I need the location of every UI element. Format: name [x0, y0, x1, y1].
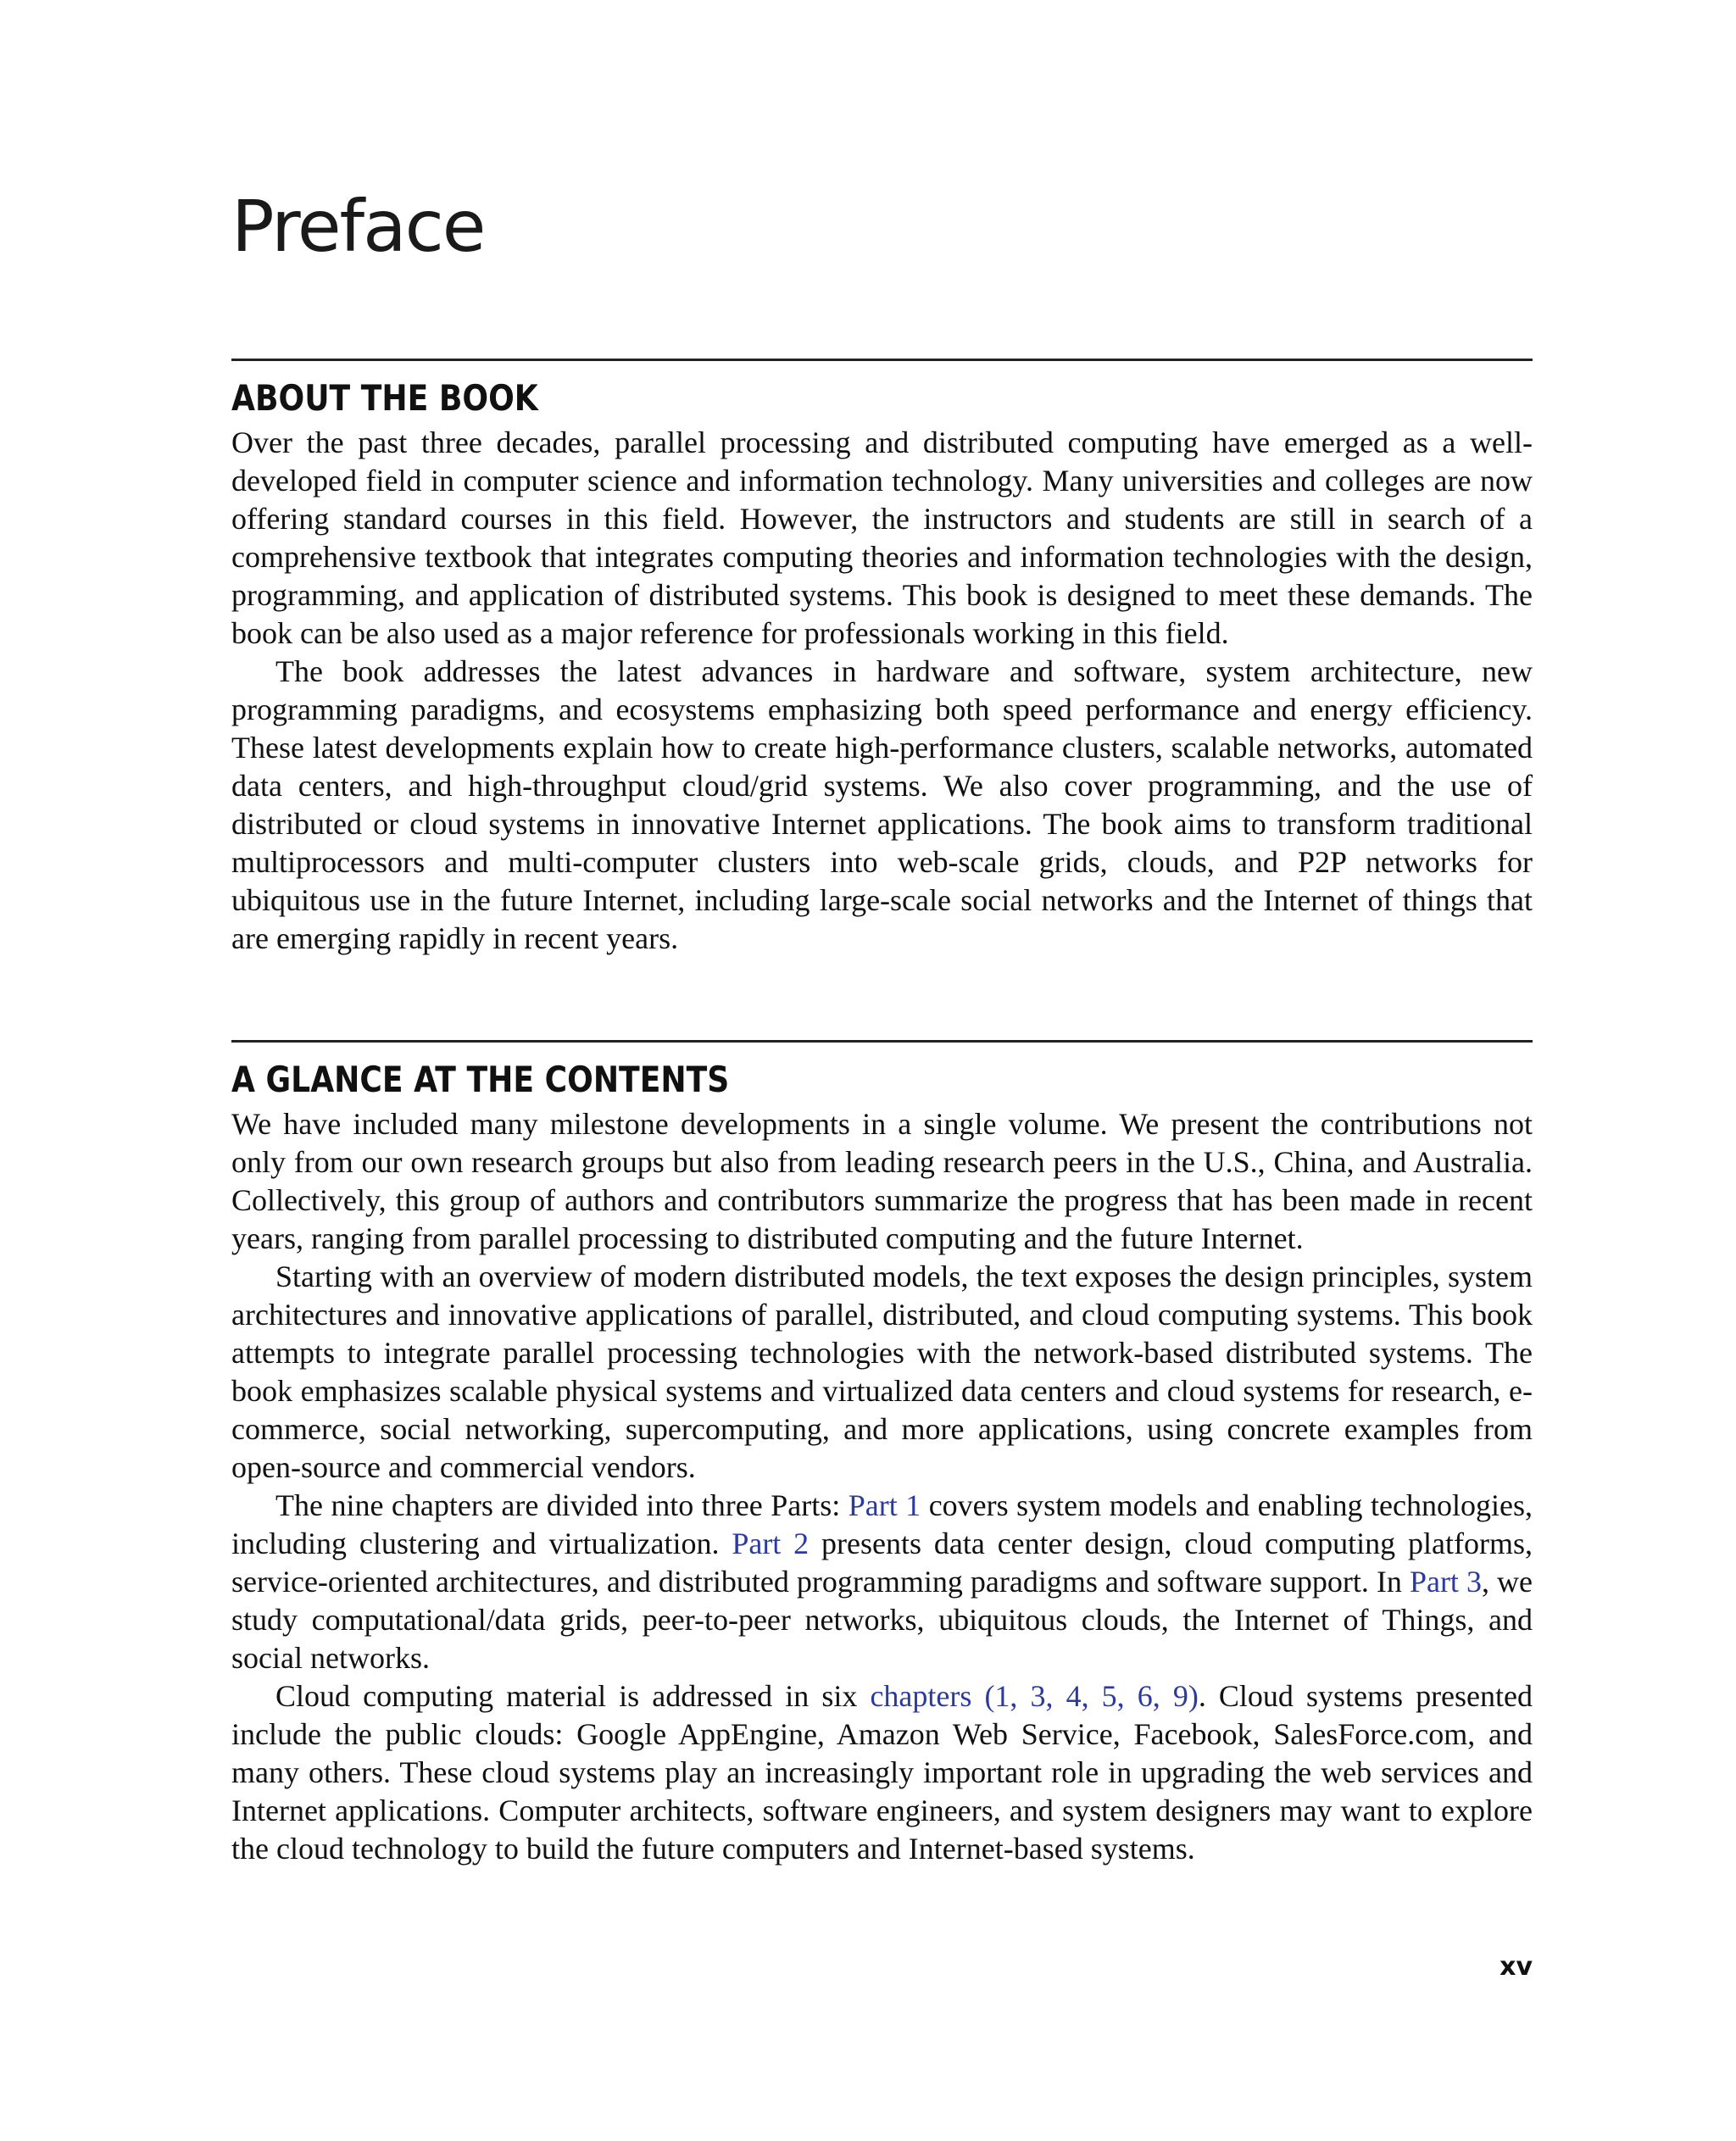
text-run: covers system models and enabling technologies, including clustering and virtualization. — [231, 1488, 1533, 1560]
link-part-2[interactable]: Part 2 — [732, 1527, 810, 1560]
contents-section — [231, 1040, 1533, 1868]
contents-paragraph-1: We have included many milestone developments in a single volume. We present the contributions not only from our own research groups but also from leading research peers in the U.S., China, and Australia. Collectively, this group of authors and contributors summarize the progress that has been made in recent years, ranging from parallel processing to distributed computing and the future Internet. — [231, 1107, 1533, 1255]
section-heading-about: ABOUT THE BOOK — [231, 377, 538, 419]
contents-paragraph-2: Starting with an overview of modern distributed models, the text exposes the design principles, system architectures and innovative applications of parallel, distributed, and cloud computing systems. This book attempts to integrate parallel processing technologies with the network-based distributed systems. The book emphasizes scalable physical systems and virtualized data centers and cloud systems for research, e-commerce, social networking, supercomputing, and more applications, using concrete examples from open-source and commercial vendors. — [231, 1260, 1533, 1484]
page-number: xv — [1500, 1952, 1533, 1982]
link-part-1[interactable]: Part 1 — [848, 1488, 921, 1522]
link-part-3[interactable]: Part 3 — [1409, 1565, 1482, 1599]
about-paragraph-2: The book addresses the latest advances in hardware and software, system architecture, new programming paradigms, and ecosystems emphasizing both speed performance and energy efficiency. These latest developments explain how to create high-performance clusters, scalable networks, automated data centers, and high-throughput cloud/grid systems. We also cover programming, and the use of distributed or cloud systems in innovative Internet applications. The book aims to transform traditional multiprocessors and multi-computer clusters into web-scale grids, clouds, and P2P networks for ubiquitous use in the future Internet, including large-scale social networks and the Internet of things that are emerging rapidly in recent years. — [231, 654, 1533, 955]
chapter-title: Preface — [231, 185, 485, 268]
text-run: , we study computational/data grids, peer-to-peer networks, ubiquitous clouds, the Internet of Things, and social networks. — [231, 1565, 1533, 1675]
section-heading-contents: A GLANCE AT THE CONTENTS — [231, 1059, 730, 1100]
text-run: presents data center design, cloud computing platforms, service-oriented architectures, and distributed programming paradigms and software support. In — [231, 1527, 1533, 1599]
about-section — [231, 359, 1533, 958]
contents-paragraph-4 — [231, 1677, 1533, 1868]
link-chapters[interactable]: chapters (1, 3, 4, 5, 6, 9) — [870, 1679, 1199, 1713]
text-run: . Cloud systems presented include the public clouds: Google AppEngine, Amazon Web Service, Facebook, SalesForce.com, and many others. These cloud systems play an increasingly important role in upgrading the web services and Internet applications. Computer architects, software engineers, and system designers may want to explore the cloud technology to build the future computers and Internet-based systems. — [231, 1679, 1533, 1866]
section-rule — [231, 359, 1533, 361]
about-paragraph-1: Over the past three decades, parallel processing and distributed computing have emerged as a well-developed field in computer science and information technology. Many universities and colleges are now offering standard courses in this field. However, the instructors and students are still in search of a comprehensive textbook that integrates computing theories and information technologies with the design, programming, and application of distributed systems. This book is designed to meet these demands. The book can be also used as a major reference for professionals working in this field. — [231, 425, 1533, 650]
book-page — [231, 0, 1533, 2141]
section-rule — [231, 1040, 1533, 1043]
text-run: The nine chapters are divided into three Parts: — [275, 1488, 849, 1522]
text-run: Cloud computing material is addressed in six — [275, 1679, 871, 1713]
contents-paragraph-3 — [231, 1487, 1533, 1677]
